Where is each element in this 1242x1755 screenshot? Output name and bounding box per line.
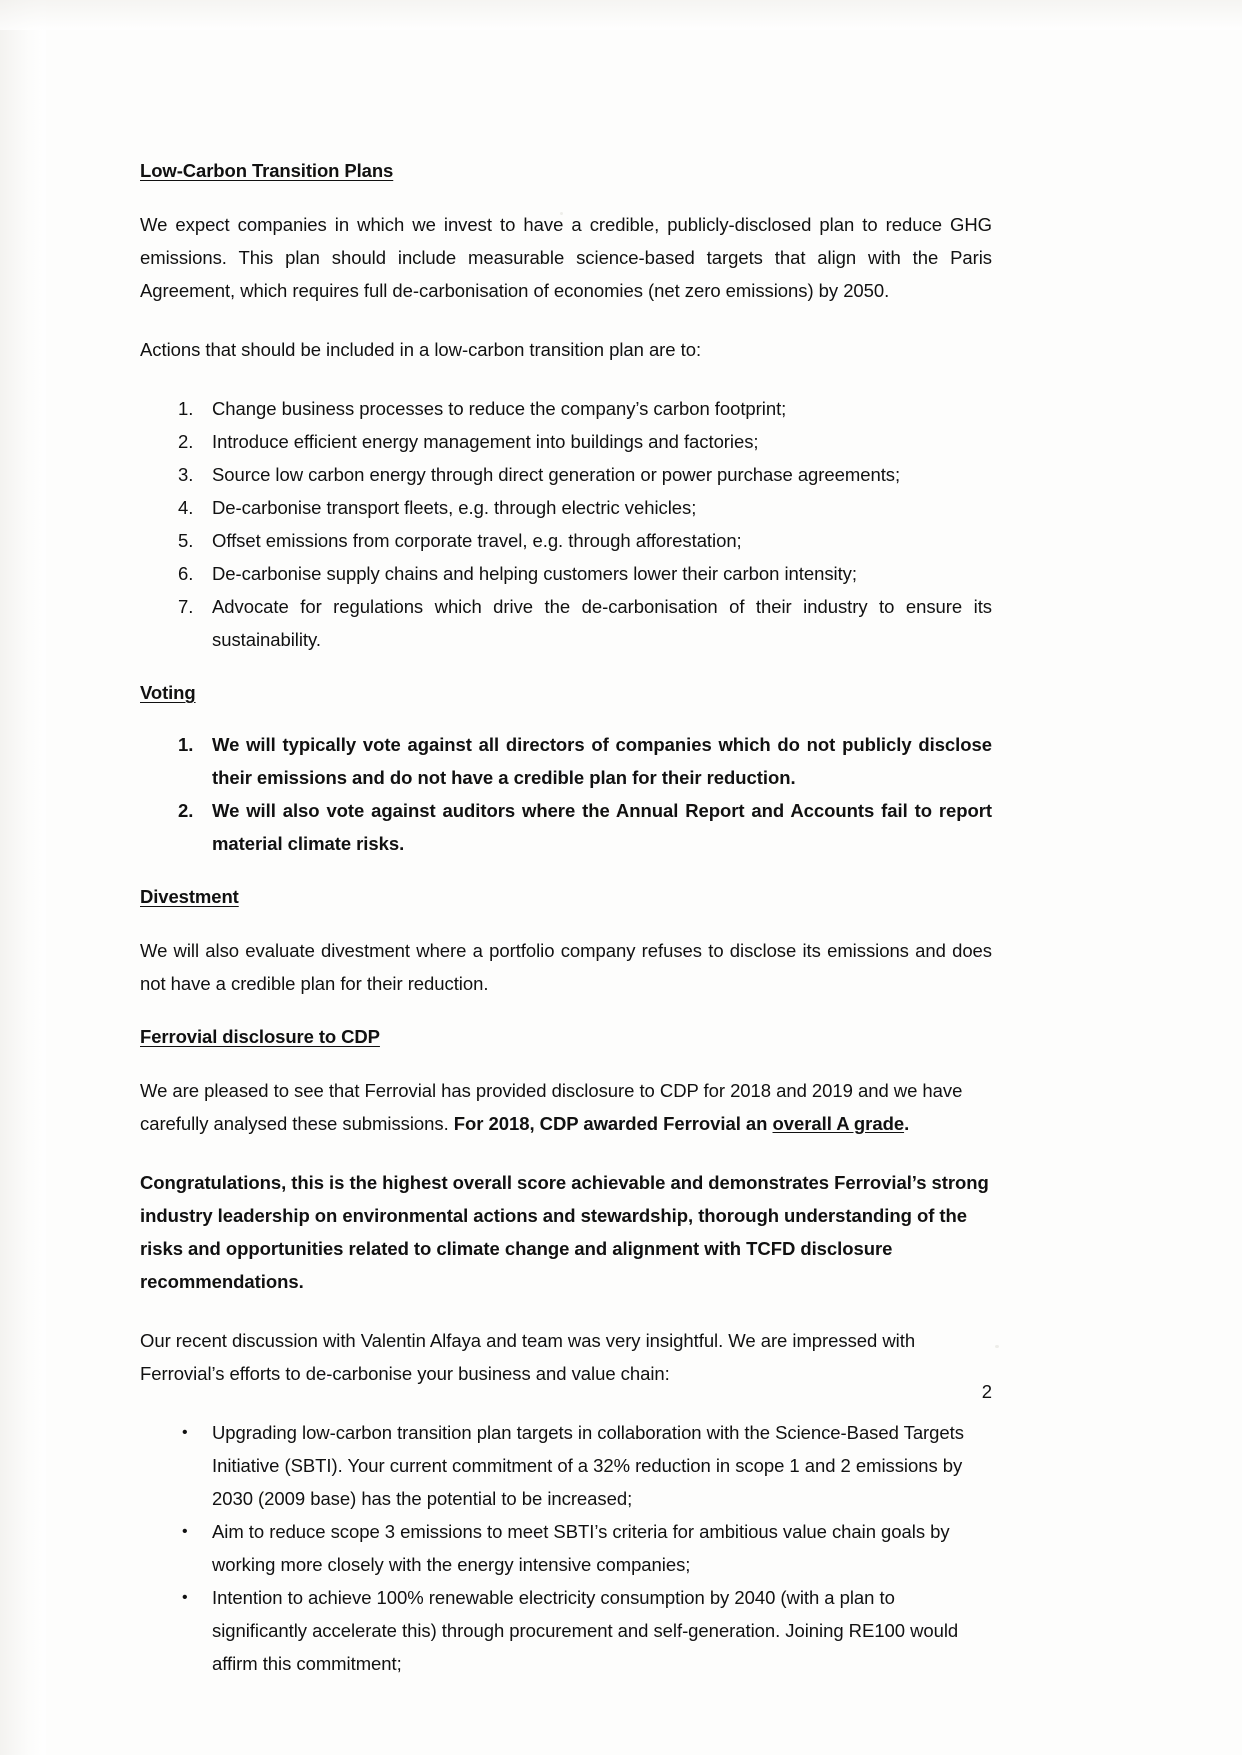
- list-marker: 6.: [178, 563, 194, 584]
- list-item: [140, 524, 992, 557]
- list-item: [140, 491, 992, 524]
- ferrovial-overall-grade: overall A grade: [772, 1113, 905, 1134]
- list-marker: 2.: [178, 800, 194, 821]
- scan-speck: [995, 1345, 999, 1348]
- list-item: [140, 392, 992, 425]
- list-marker: 4.: [178, 497, 194, 518]
- section-heading-divestment: Divestment: [140, 886, 239, 907]
- paragraph-divestment: We will also evaluate divestment where a portfolio company refuses to disclose its emissions and does not have a credible plan for their reduction.: [140, 940, 992, 994]
- list-item-text: Intention to achieve 100% renewable electricity consumption by 2040 (with a plan to significantly accelerate this) through procurement and self-generation. Joining RE100 would affirm this commitment;: [212, 1587, 959, 1674]
- list-item-text: De-carbonise transport fleets, e.g. through electric vehicles;: [212, 497, 697, 518]
- section-heading-low-carbon-transition-plans: Low-Carbon Transition Plans: [140, 160, 394, 181]
- list-marker: 1.: [178, 398, 194, 419]
- ferrovial-grade-tail: .: [904, 1113, 910, 1134]
- page-number: 2: [981, 1381, 992, 1402]
- list-item: [140, 794, 992, 860]
- ferrovial-intro-plain-text: We are pleased to see that Ferrovial has provided disclosure to CDP for 2018 and 2019 and we have carefully analysed these submissions.: [140, 1080, 963, 1134]
- paragraph-congratulations: Congratulations, this is the highest overall score achievable and demonstrates Ferrovial’s strong industry leadership on environmental actions and stewardship, thorough understanding of the risks and opportunities related to climate change and alignment with TCFD disclosure recommendations.: [140, 1172, 989, 1292]
- bullet-icon: •: [182, 1424, 188, 1441]
- list-item-text: Upgrading low-carbon transition plan targets in collaboration with the Science-Based Targets Initiative (SBTI). Your current commitment of a 32% reduction in scope 1 and 2 emissions by 2030 (2009 base) has the potential to be increased;: [212, 1422, 964, 1509]
- list-item-text: Source low carbon energy through direct generation or power purchase agreements;: [212, 464, 901, 485]
- list-voting-policy: [140, 728, 992, 860]
- list-marker: 2.: [178, 431, 194, 452]
- list-item: [140, 1581, 992, 1680]
- list-item: [140, 458, 992, 491]
- section-heading-voting: Voting: [140, 682, 196, 703]
- scan-edge-top-shadow: [0, 0, 1242, 30]
- list-item: [140, 425, 992, 458]
- scan-edge-shadow: [0, 0, 46, 1755]
- list-item-text: Introduce efficient energy management into buildings and factories;: [212, 431, 759, 452]
- paragraph-low-carbon-intro: We expect companies in which we invest to have a credible, publicly-disclosed plan to reduce GHG emissions. This plan should include measurable science-based targets that align with the Paris Agreement, which requires full de-carbonisation of economies (net zero emissions) by 2050.: [140, 214, 992, 301]
- list-item: [140, 590, 992, 656]
- list-item: [140, 557, 992, 590]
- list-marker: 3.: [178, 464, 194, 485]
- list-item-text: De-carbonise supply chains and helping customers lower their carbon intensity;: [212, 563, 857, 584]
- list-item-text: Advocate for regulations which drive the de-carbonisation of their industry to ensure its sustainability.: [212, 596, 992, 650]
- list-marker: 5.: [178, 530, 194, 551]
- list-item: [140, 1515, 992, 1581]
- list-item: [140, 728, 992, 794]
- list-item-text: We will also vote against auditors where the Annual Report and Accounts fail to report material climate risks.: [212, 800, 992, 854]
- list-marker: 1.: [178, 734, 194, 755]
- list-marker: 7.: [178, 596, 194, 617]
- list-item-text: We will typically vote against all directors of companies which do not publicly disclose their emissions and do not have a credible plan for their reduction.: [212, 734, 992, 788]
- list-item: [140, 1416, 992, 1515]
- list-transition-plan-actions: [140, 392, 992, 656]
- list-item-text: Change business processes to reduce the company’s carbon footprint;: [212, 398, 787, 419]
- bullet-icon: •: [182, 1589, 188, 1606]
- paragraph-ferrovial-cdp-disclosure: [140, 1074, 992, 1140]
- paragraph-recent-discussion: Our recent discussion with Valentin Alfaya and team was very insightful. We are impressed with Ferrovial’s efforts to de-carbonise your business and value chain:: [140, 1330, 916, 1384]
- section-heading-ferrovial-disclosure: Ferrovial disclosure to CDP: [140, 1026, 380, 1047]
- list-item-text: Aim to reduce scope 3 emissions to meet SBTI’s criteria for ambitious value chain goals by working more closely with the energy intensive companies;: [212, 1521, 950, 1575]
- paragraph-actions-lead-in: Actions that should be included in a low-carbon transition plan are to:: [140, 339, 702, 360]
- list-ferrovial-efforts: [140, 1416, 992, 1680]
- document-body: [140, 160, 992, 1706]
- ferrovial-grade-lead: For 2018, CDP awarded Ferrovial an: [453, 1113, 773, 1134]
- bullet-icon: •: [182, 1523, 188, 1540]
- list-item-text: Offset emissions from corporate travel, e.g. through afforestation;: [212, 530, 742, 551]
